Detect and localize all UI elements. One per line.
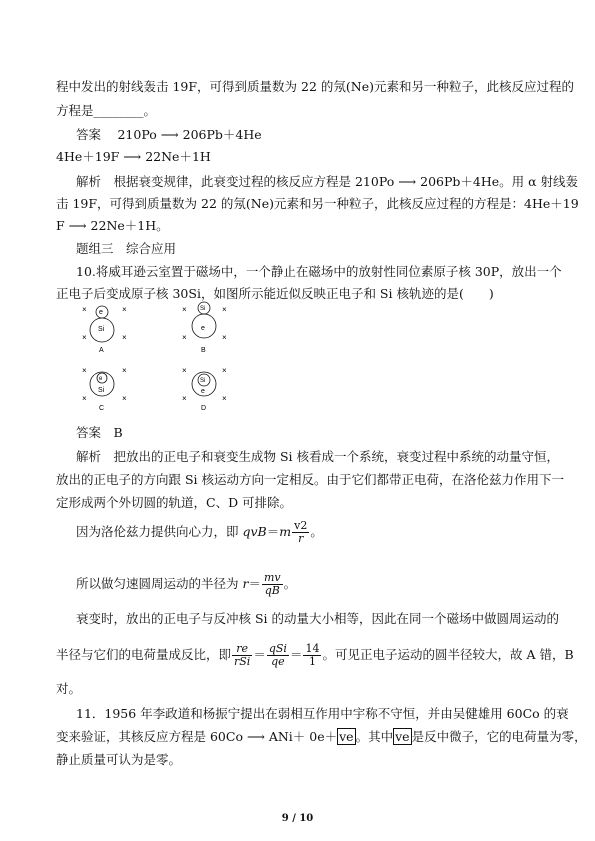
small-circle-label: Si [200,306,206,312]
text-line: 程中发出的射线轰击 19F，可得到质量数为 22 的氖(Ne)元素和另一种粒子，此核反应过程的 [56,79,574,94]
question-10: 10.将威耳逊云室置于磁场中，一个静止在磁场中的放射性同位素原子核 30P，放出一个 [76,264,562,279]
answer-line: 答案 210Po ⟶ 206Pb＋4He [76,127,262,142]
fraction: $\frac{mv}{qB}$ [263,571,281,597]
cross-mark: × [122,394,127,403]
text-line: 放出的正电子的方向跟 Si 核运动方向一定相反。由于它们都带正电荷，在洛伦兹力作用下一 [56,472,565,487]
formula-text: 所以做匀速圆周运动的半径为 [76,576,243,591]
question-11: 11．1956 年李政道和杨振宁提出在弱相互作用中宇称不守恒，并由吴健雄用 60Co 的衰 [76,706,569,721]
cross-mark: × [82,366,87,375]
cross-mark: × [222,366,227,375]
cross-mark: × [82,333,87,342]
text-line: 4He＋19F ⟶ 22Ne＋1H [56,149,211,164]
text-line: 静止质量可认为是零。 [56,752,182,767]
cross-mark: × [222,394,227,403]
large-circle-label: Si [98,387,105,394]
cross-mark: × [82,394,87,403]
analysis-line: 解析 根据衰变规律，此衰变过程的核反应方程是 210Po ⟶ 206Pb＋4He。用 α 射线轰 [76,174,579,189]
formula-line-2: 所以做匀速圆周运动的半径为 r＝ $\frac{mv}{qB}$ 。 [76,571,297,597]
analysis-line: 解析 把放出的正电子和衰变生成物 Si 核看成一个系统，衰变过程中系统的动量守恒， [76,449,560,464]
fraction: $\frac{\text{qSi}}{qe}$ [268,642,287,668]
antineutrino-symbol: ve [339,729,354,744]
cross-mark: × [182,366,187,375]
formula-line-3: 半径与它们的电荷量成反比，即 $\frac{re}{\text{rSi}}$ ＝ $\frac{\text{qSi}}{qe}$ ＝ $\frac{14}{1}$ 。可见正电子运动的圆半径较大，故 A 错，B [56,642,574,668]
formula-var: qvB [242,524,267,539]
formula-eq: ＝ [248,576,261,591]
text-line: 对。 [56,681,82,696]
text-line: 定形成两个外切圆的轨道，C、D 可排除。 [56,495,293,510]
fraction: $\frac{re}{\text{rSi}}$ [234,642,251,668]
diagram-b [182,302,227,354]
formula-line-1: 因为洛伦兹力提供向心力，即 qvB＝m $\frac{v2}{r}$ 。 [76,519,323,545]
option-label: C [99,405,105,412]
large-circle-label: e [201,325,205,332]
formula-var: m [279,524,292,539]
option-label: A [99,347,104,354]
formula-eq: ＝ [266,524,280,539]
text-line: 正电子后变成原子核 30Si，如图所示能近似反映正电子和 Si 核轨迹的是( ) [56,286,494,301]
cross-mark: × [222,305,227,314]
fraction: $\frac{v2}{r}$ [294,519,308,545]
formula-var: r [242,576,249,591]
cross-mark: × [122,305,127,314]
formula-text: 因为洛伦兹力提供向心力，即 [76,524,243,539]
small-circle-label: Si [200,378,206,384]
fraction: $\frac{14}{1}$ [305,642,320,668]
antineutrino-symbol: ve [395,729,410,744]
cross-mark: × [222,333,227,342]
diagram-a [82,305,127,354]
cross-mark: × [122,366,127,375]
option-label: D [201,405,207,412]
cross-mark: × [82,305,87,314]
answer-line: 答案 B [76,425,123,440]
cross-mark: × [182,333,187,342]
small-circle-label: e [99,309,103,316]
diagram-c [82,366,127,412]
cross-mark: × [182,394,187,403]
track-figure [70,300,270,424]
cross-mark: × [182,305,187,314]
large-circle-label: Si [98,326,105,333]
cross-mark: × [122,333,127,342]
text-line: 击 19F，可得到质量数为 22 的氖(Ne)元素和另一种粒子，此核反应过程的方程是：4He＋19 [56,196,579,211]
option-label: B [201,347,206,354]
text-line: F ⟶ 22Ne＋1H。 [56,218,169,233]
text-line: 衰变时，放出的正电子与反冲核 Si 的动量大小相等，因此在同一个磁场中做圆周运动的 [76,611,560,626]
large-circle-label: e [201,388,205,395]
page-number: 9 / 10 [281,813,314,824]
section-heading: 题组三 综合应用 [76,241,177,256]
text-line: 方程是________。 [56,103,157,118]
diagram-d [182,366,227,412]
small-circle-label: e [99,376,103,382]
text-line: 变来验证，其核反应方程是 60Co ⟶ ANi＋ 0e＋ ve 。其中 ve 是反中微子，它的电荷量为零， [56,729,587,744]
